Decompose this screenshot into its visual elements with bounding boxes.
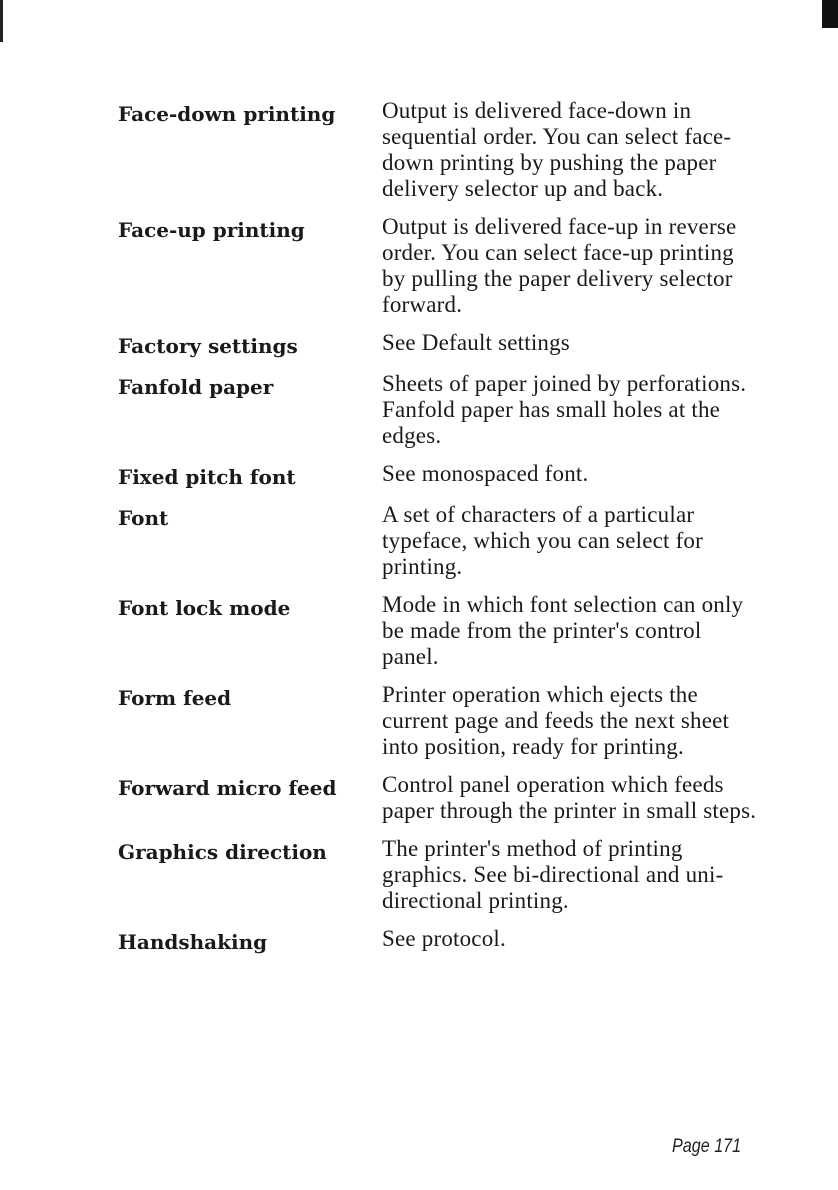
glossary-entry bbox=[118, 98, 758, 202]
glossary-entry bbox=[118, 371, 758, 449]
glossary-definition: A set of characters of a particular typeface, which you can select for printing. bbox=[382, 502, 703, 579]
glossary-entry bbox=[118, 502, 758, 580]
glossary-term: Font bbox=[118, 506, 169, 530]
glossary-term: Fanfold paper bbox=[118, 375, 274, 399]
glossary-entry bbox=[118, 926, 758, 955]
glossary-definition: Output is delivered face-up in reverse order. You can select face-up printing by pulling the paper delivery selector forward. bbox=[382, 214, 737, 317]
glossary-term: Forward micro feed bbox=[118, 776, 337, 800]
glossary-entry bbox=[118, 682, 758, 760]
glossary-definition: Mode in which font selection can only be made from the printer's control panel. bbox=[382, 592, 744, 669]
scan-edge-mark-right bbox=[822, 0, 838, 28]
glossary-definition: See monospaced font. bbox=[382, 461, 589, 486]
glossary-definition: See protocol. bbox=[382, 926, 506, 951]
page-number: Page 171 bbox=[672, 1136, 742, 1157]
glossary-definition: Printer operation which ejects the current page and feeds the next sheet into position, ready for printing. bbox=[382, 682, 730, 759]
glossary-term: Face-down printing bbox=[118, 102, 336, 126]
glossary-entry bbox=[118, 772, 758, 824]
glossary-term: Handshaking bbox=[118, 930, 268, 954]
glossary-entry bbox=[118, 592, 758, 670]
glossary-term: Font lock mode bbox=[118, 596, 291, 620]
glossary-term: Fixed pitch font bbox=[118, 465, 296, 489]
glossary-list bbox=[118, 98, 758, 955]
glossary-term: Form feed bbox=[118, 686, 232, 710]
glossary-definition: Control panel operation which feeds paper through the printer in small steps. bbox=[382, 772, 757, 823]
glossary-definition: The printer's method of printing graphics. See bi-directional and uni-directional printing. bbox=[382, 836, 724, 913]
glossary-term: Graphics direction bbox=[118, 840, 327, 864]
glossary-entry bbox=[118, 330, 758, 359]
scan-edge-mark-left bbox=[0, 0, 3, 42]
glossary-entry bbox=[118, 836, 758, 914]
glossary-term: Factory settings bbox=[118, 334, 298, 358]
glossary-definition: Sheets of paper joined by perforations. Fanfold paper has small holes at the edges. bbox=[382, 371, 747, 448]
glossary-definition: Output is delivered face-down in sequential order. You can select face-down printing by pushing the paper delivery selector up and back. bbox=[382, 98, 732, 201]
glossary-entry bbox=[118, 214, 758, 318]
glossary-definition: See Default settings bbox=[382, 330, 570, 355]
glossary-term: Face-up printing bbox=[118, 218, 305, 242]
glossary-entry bbox=[118, 461, 758, 490]
